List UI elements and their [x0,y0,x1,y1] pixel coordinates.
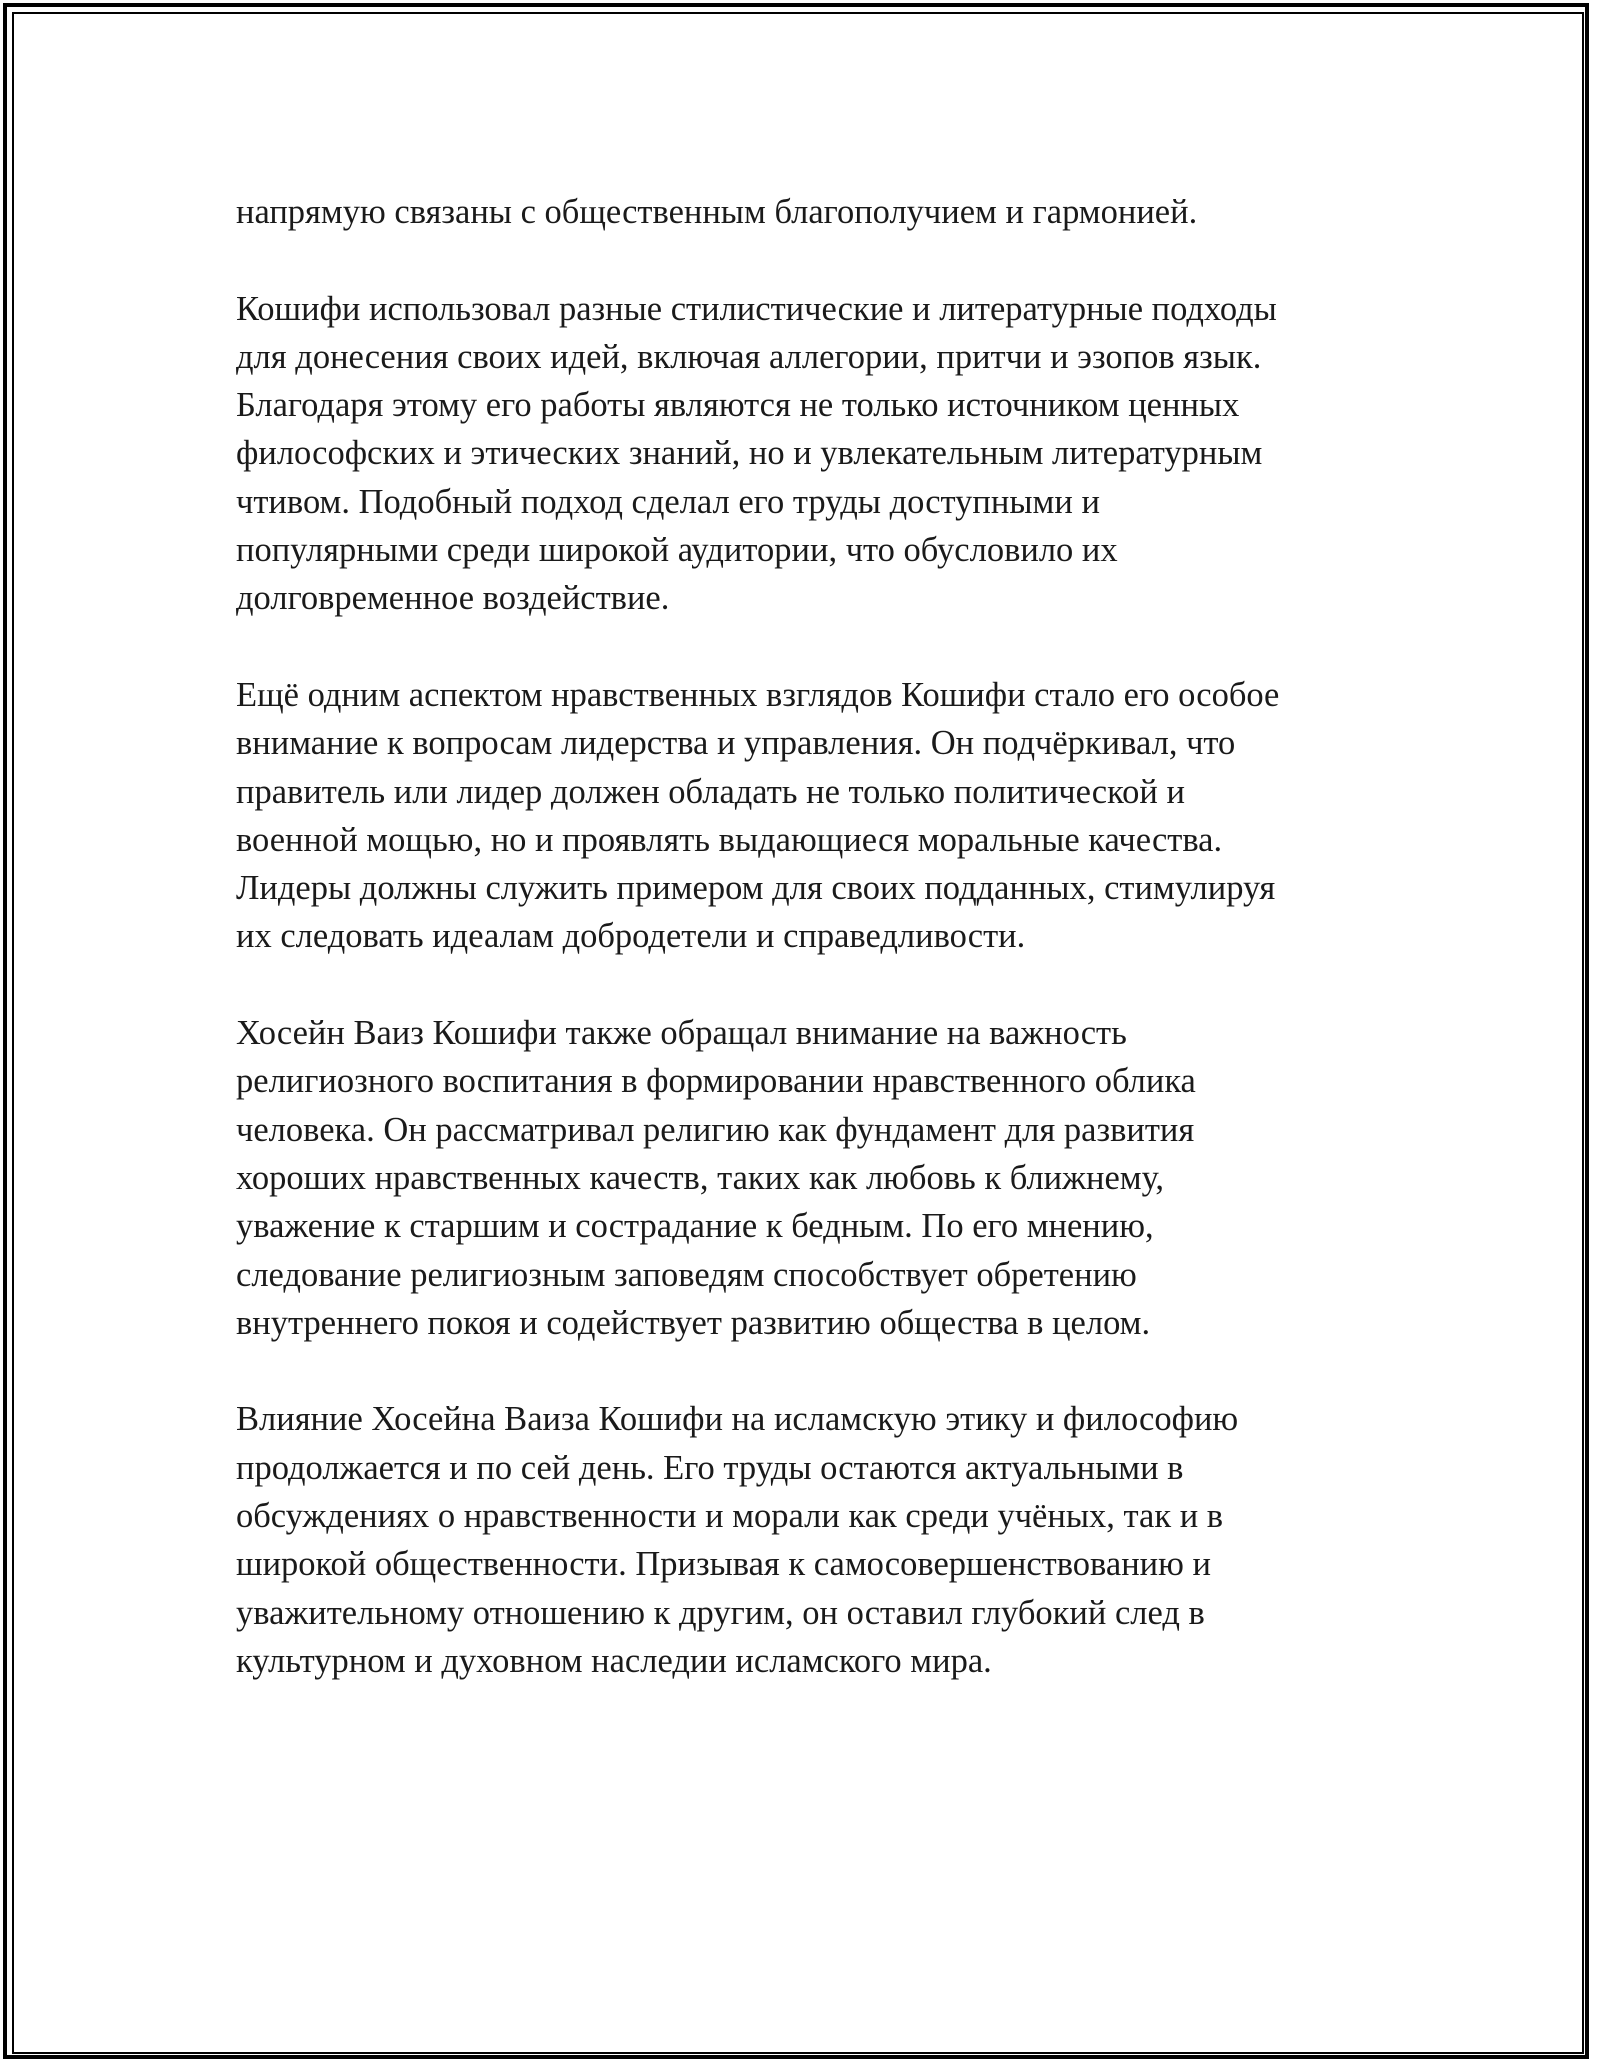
text-line: человека. Он рассматривал религию как фундамент для развития [236,1110,1195,1149]
paragraph [236,188,1376,236]
text-line: уважение к старшим и сострадание к бедным. По его мнению, [236,1207,1154,1246]
text-line: внутреннего покоя и содействует развитию общества в целом. [236,1303,1151,1342]
text-line: Благодаря этому его работы являются не только источником ценных [236,386,1240,425]
paragraph [236,1395,1376,1685]
text-line: религиозного воспитания в формировании нравственного облика [236,1062,1196,1101]
text-line: Лидеры должны служить примером для своих подданных, стимулируя [236,869,1276,908]
paragraph [236,671,1376,961]
text-line: следование религиозным заповедям способствует обретению [236,1255,1137,1294]
text-line: для донесения своих идей, включая аллегории, притчи и эзопов язык. [236,337,1262,376]
text-line: популярными среди широкой аудитории, что обусловило их [236,531,1118,570]
text-line: военной мощью, но и проявлять выдающиеся моральные качества. [236,820,1223,859]
text-line: правитель или лидер должен обладать не только политической и [236,772,1185,811]
text-line: уважительному отношению к другим, он оставил глубокий след в [236,1593,1205,1632]
paragraph [236,1009,1376,1347]
text-line: культурном и духовном наследии исламского мира. [236,1641,992,1680]
text-line: хороших нравственных качеств, таких как любовь к ближнему, [236,1158,1165,1197]
text-line: их следовать идеалам добродетели и справедливости. [236,917,1026,956]
text-line: долговременное воздействие. [236,579,670,618]
text-line: Влияние Хосейна Ваиза Кошифи на исламскую этику и философию [236,1400,1239,1439]
document-body [236,188,1376,1734]
text-line: продолжается и по сей день. Его труды остаются актуальными в [236,1448,1184,1487]
text-line: Кошифи использовал разные стилистические и литературные подходы [236,289,1277,328]
paragraph [236,285,1376,623]
text-line: широкой общественности. Призывая к самосовершенствованию и [236,1545,1211,1584]
text-line: философских и этических знаний, но и увлекательным литературным [236,434,1263,473]
text-line: обсуждениях о нравственности и морали как среди учёных, так и в [236,1497,1224,1536]
text-line: чтивом. Подобный подход сделал его труды доступными и [236,482,1100,521]
text-line: напрямую связаны с общественным благополучием и гармонией. [236,193,1198,231]
text-line: Хосейн Ваиз Кошифи также обращал внимание на важность [236,1014,1127,1053]
text-line: Ещё одним аспектом нравственных взглядов Кошифи стало его особое [236,675,1280,714]
text-line: внимание к вопросам лидерства и управления. Он подчёркивал, что [236,724,1236,763]
